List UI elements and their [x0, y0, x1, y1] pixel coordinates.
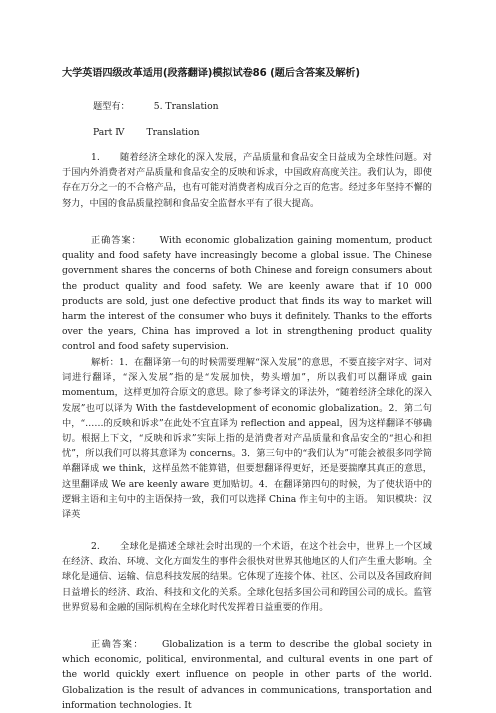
- answer-2-body: Globalization is a term to describe the global society in which economic, political, environmental, and cultural events in one part of the world quickly exert influence on people in other parts of the world. Globalization is the result of advances in communications, transportation and information technologies. It: [62, 639, 433, 711]
- question-2-number: 2.: [91, 541, 100, 552]
- question-2-body: 全球化是描述全球社会时出现的一个术语，在这个社会中，世界上一个区域在经济、政治、环境、文化方面发生的事件会很快对世界其他地区的人们产生重大影响。全球化是通信、运输、信息科技发展的结果。它体现了连接个体、社区、公司以及各国政府间日益增长的经济、政治、科技和文化的关系。全球化包括多国公司和跨国公司的成长。监管世界贸易和金融的国际机构在全球化时代发挥着日益重要的作用。: [62, 541, 432, 613]
- question-2-text: [62, 539, 432, 615]
- analysis-1-text: 解析：1．在翻译第一句的时候需要理解“深入发展”的意思，不要直接字对字、词对词进行翻译，“深入发展”指的是“发展加快，势头增加”，所以我们可以翻译成 gain momentum，这样更加符合原文的意思。除了参考译文的译法外，“随着经济全球化的深入发展”也可以译为 With the fastdevelopment of economic globalization。2．第二句中，“……的反映和诉求”在此处不宜直译为 reflection and appeal，因为这样翻译不够确切。根据上下文，“反映和诉求”实际上指的是消费者对产品质量和食品安全的“担心和担忧”，所以我们可以将其意译为 concerns。3．第三句中的“我们认为”可能会被很多同学简单翻译成 we think，这样虽然不能算错，但要想翻译得更好，还是要揣摩其真正的意思，这里翻译成 We are keenly aware 更加贴切。4．在翻译第四句的时候，为了使状语中的逻辑主语和主句中的主语保持一致，我们可以选择 China 作主句中的主语。 知识模块：汉译英: [62, 357, 432, 521]
- answer-1-label: 正确答案：: [91, 235, 142, 246]
- question-2: [62, 539, 432, 615]
- question-1-number: 1.: [91, 152, 100, 163]
- question-type-line: [93, 101, 219, 113]
- answer-1: [62, 233, 432, 355]
- question-1: [62, 150, 432, 211]
- answer-2: [62, 637, 433, 711]
- question-type-value: 5. Translation: [153, 101, 219, 112]
- answer-2-label: 正确答案：: [91, 639, 144, 650]
- document-title: 大学英语四级改革适用(段落翻译)模拟试卷86 (题后含答案及解析): [62, 68, 360, 79]
- answer-1-text: [62, 233, 432, 355]
- part-value: Translation: [146, 127, 200, 138]
- part-line: [93, 127, 200, 139]
- answer-1-body: With economic globalization gaining momentum, product quality and food safety have increasingly become a global issue. The Chinese government shares the concerns of both Chinese and foreign consumers about the product quality and food safety. We are keenly aware that if 10 000 products are sold, just one defective product that finds its way to market will harm the interest of the consumer who buys it definitely. Thanks to the efforts over the years, China has improved a lot in strengthening product quality control and food safety supervision.: [62, 235, 432, 353]
- question-1-body: 随着经济全球化的深入发展，产品质量和食品安全日益成为全球性问题。对于国内外消费者对产品质量和食品安全的反映和诉求，中国政府高度关注。我们认为，即使存在万分之一的不合格产品，也有可能对消费者构成百分之百的危害。经过多年坚持不懈的努力，中国的食品质量控制和食品安全监督水平有了很大提高。: [62, 152, 432, 209]
- part-label: Part Ⅳ: [93, 127, 125, 138]
- question-1-text: [62, 150, 432, 211]
- question-type-label: 题型有：: [93, 101, 130, 112]
- analysis-1: [62, 355, 432, 522]
- answer-2-text: [62, 637, 432, 713]
